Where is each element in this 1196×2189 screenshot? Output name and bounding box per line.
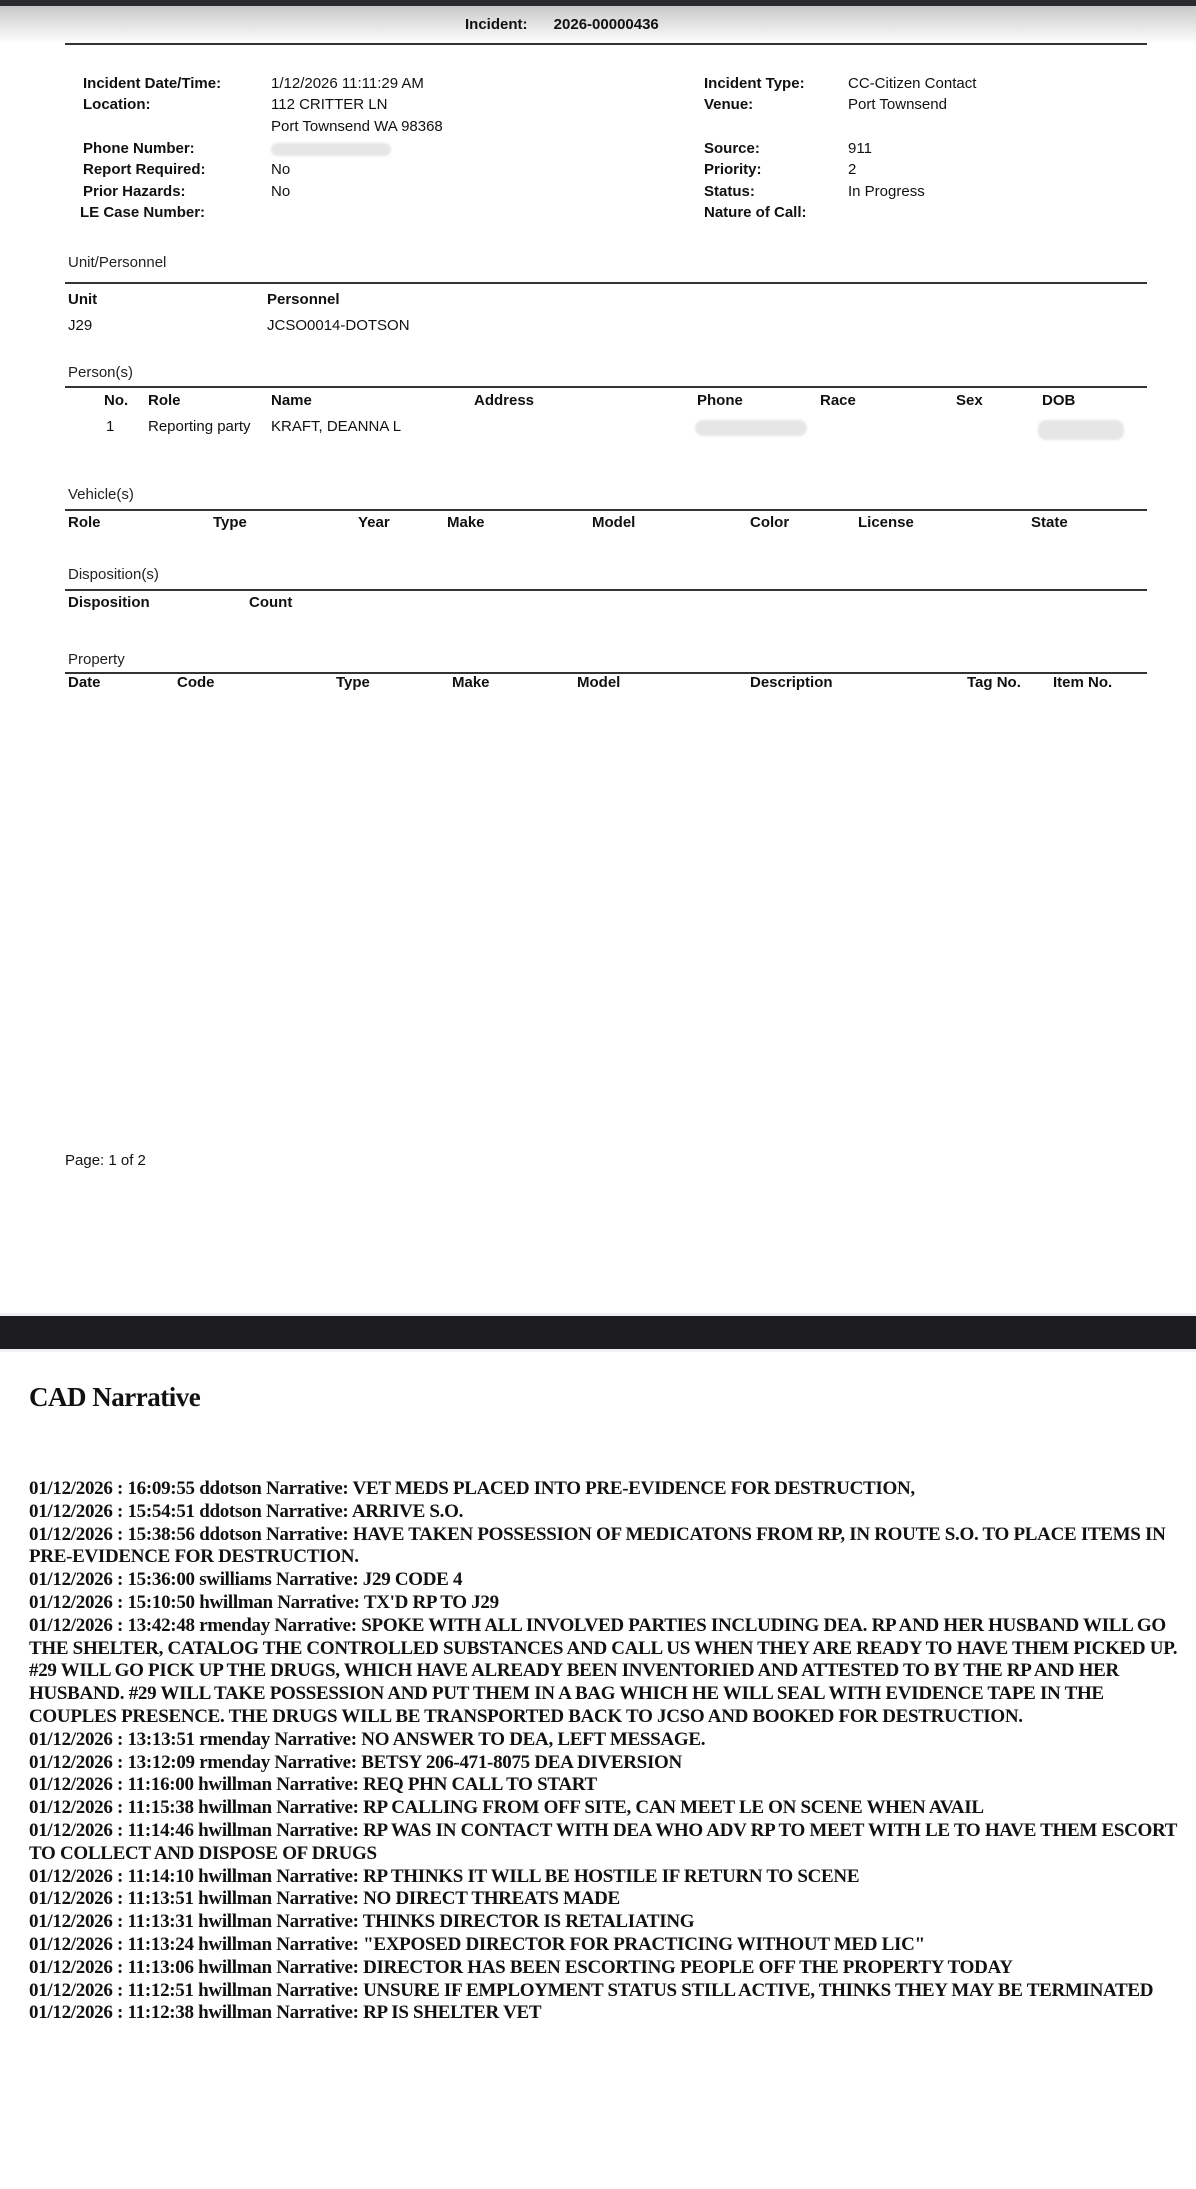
narrative-entry: 01/12/2026 : 11:12:38 hwillman Narrative: RP IS SHELTER VET (29, 2002, 542, 2024)
property-title: Property (68, 651, 125, 668)
vehicles-header-make: Make (447, 514, 485, 531)
venue-value: Port Townsend (848, 96, 947, 113)
narrative-entry: 01/12/2026 : 11:13:06 hwillman Narrative: DIRECTOR HAS BEEN ESCORTING PEOPLE OFF THE PROPERTY TODAY (29, 1956, 1013, 1978)
prior-hazards-value: No (271, 183, 291, 200)
narrative-entry: 01/12/2026 : 11:13:24 hwillman Narrative: "EXPOSED DIRECTOR FOR PRACTICING WITHOUT MED LIC" (29, 1933, 925, 1955)
person-dob-redacted (1038, 420, 1124, 440)
dispositions-header-disposition: Disposition (68, 594, 150, 611)
persons-header-address: Address (474, 392, 535, 409)
property-header-code: Code (177, 674, 215, 691)
narrative-entry: 01/12/2026 : 11:15:38 hwillman Narrative: RP CALLING FROM OFF SITE, CAN MEET LE ON SCENE WHEN AVAIL (29, 1797, 984, 1819)
cad-narrative-log (29, 1478, 1189, 2025)
incident-datetime-value: 1/12/2026 11:11:29 AM (271, 75, 424, 92)
person-role: Reporting party (148, 418, 251, 435)
persons-header-race: Race (820, 392, 856, 409)
narrative-entry: 01/12/2026 : 13:42:48 rmenday Narrative: SPOKE WITH ALL INVOLVED PARTIES INCLUDING DEA. RP AND HER HUSBAND WILL GO THE SHELTER, CATALOG THE CONTROLLED SUBSTANCES AND CALL US WHEN THEY ARE READY TO HAVE THEM PICKED UP. #29 WILL GO PICK UP THE DRUGS, WHICH HAVE ALREADY BEEN INVENTORIED AND ATTESTED TO BY THE RP AND HER HUSBAND. #29 WILL TAKE POSSESSION AND PUT THEM IN A BAG WHICH HE WILL SEAL WITH EVIDENCE TAPE IN THE COUPLES PRESENCE. THE DRUGS WILL BE TRANSPORTED BACK TO JCSO AND BOOKED FOR DESTRUCTION. (29, 1614, 1178, 1727)
persons-header-role: Role (148, 392, 181, 409)
narrative-entry: 01/12/2026 : 15:38:56 ddotson Narrative: HAVE TAKEN POSSESSION OF MEDICATONS FROM RP, IN ROUTE S.O. TO PLACE ITEMS IN PRE-EVIDENCE FOR DESTRUCTION. (29, 1523, 1166, 1568)
priority-label: Priority: (704, 161, 762, 178)
vehicles-header-color: Color (750, 514, 790, 531)
vehicles-header-license: License (858, 514, 914, 531)
narrative-entry: 01/12/2026 : 15:36:00 swilliams Narrative: J29 CODE 4 (29, 1569, 463, 1591)
venue-label: Venue: (704, 96, 754, 113)
location-street: 112 CRITTER LN (271, 96, 388, 113)
status-value: In Progress (848, 183, 925, 200)
header-divider (65, 43, 1147, 45)
persons-header-no: No. (104, 392, 129, 409)
person-name: KRAFT, DEANNA L (271, 418, 402, 435)
dispositions-header-count: Count (249, 594, 293, 611)
incident-type-value: CC-Citizen Contact (848, 75, 977, 92)
location-city: Port Townsend WA 98368 (271, 118, 443, 135)
narrative-entry: 01/12/2026 : 11:14:10 hwillman Narrative: RP THINKS IT WILL BE HOSTILE IF RETURN TO SCENE (29, 1865, 860, 1887)
narrative-entry: 01/12/2026 : 13:13:51 rmenday Narrative: NO ANSWER TO DEA, LEFT MESSAGE. (29, 1728, 706, 1750)
property-header-type: Type (336, 674, 370, 691)
le-case-number-label: LE Case Number: (80, 204, 206, 221)
personnel-header: Personnel (267, 291, 340, 308)
unit-personnel-title: Unit/Personnel (68, 254, 167, 271)
dispositions-title: Disposition(s) (68, 566, 159, 583)
property-header-tag-no: Tag No. (967, 674, 1021, 691)
page-indicator: Page: 1 of 2 (65, 1152, 146, 1169)
source-label: Source: (704, 140, 760, 157)
personnel-value: JCSO0014-DOTSON (267, 317, 410, 334)
person-phone-redacted (695, 420, 807, 436)
cad-narrative-title: CAD Narrative (29, 1382, 201, 1412)
vehicles-header-type: Type (213, 514, 247, 531)
persons-header-sex: Sex (956, 392, 983, 409)
phone-number-redacted (271, 143, 391, 156)
location-label: Location: (83, 96, 151, 113)
narrative-entry: 01/12/2026 : 11:13:51 hwillman Narrative: NO DIRECT THREATS MADE (29, 1888, 620, 1910)
page-break-bar (0, 1313, 1196, 1352)
vehicles-title: Vehicle(s) (68, 486, 134, 503)
narrative-entry: 01/12/2026 : 11:16:00 hwillman Narrative: REQ PHN CALL TO START (29, 1774, 597, 1796)
vehicles-header-role: Role (68, 514, 101, 531)
incident-number: 2026-00000436 (553, 16, 659, 33)
persons-header-phone: Phone (697, 392, 743, 409)
incident-header (465, 16, 659, 33)
vehicles-header-model: Model (592, 514, 636, 531)
unit-personnel-divider (65, 282, 1147, 284)
unit-header: Unit (68, 291, 98, 308)
priority-value: 2 (848, 161, 857, 178)
incident-datetime-label: Incident Date/Time: (83, 75, 222, 92)
report-required-label: Report Required: (83, 161, 206, 178)
nature-of-call-label: Nature of Call: (704, 204, 807, 221)
narrative-entry: 01/12/2026 : 11:12:51 hwillman Narrative: UNSURE IF EMPLOYMENT STATUS STILL ACTIVE, THINKS THEY MAY BE TERMINATED (29, 1979, 1154, 2001)
prior-hazards-label: Prior Hazards: (83, 183, 186, 200)
property-header-description: Description (750, 674, 833, 691)
persons-header-dob: DOB (1042, 392, 1076, 409)
vehicles-header-state: State (1031, 514, 1068, 531)
source-value: 911 (848, 140, 872, 157)
persons-divider (65, 386, 1147, 388)
narrative-entry: 01/12/2026 : 15:54:51 ddotson Narrative: ARRIVE S.O. (29, 1500, 464, 1522)
narrative-entry: 01/12/2026 : 11:13:31 hwillman Narrative: THINKS DIRECTOR IS RETALIATING (29, 1911, 695, 1933)
person-no: 1 (106, 418, 115, 435)
property-header-date: Date (68, 674, 101, 691)
report-required-value: No (271, 161, 291, 178)
property-header-item-no: Item No. (1053, 674, 1113, 691)
narrative-entry: 01/12/2026 : 11:14:46 hwillman Narrative: RP WAS IN CONTACT WITH DEA WHO ADV RP TO MEET WITH LE TO HAVE THEM ESCORT TO COLLECT AND DISPOSE OF DRUGS (29, 1819, 1177, 1864)
narrative-entry: 01/12/2026 : 16:09:55 ddotson Narrative: VET MEDS PLACED INTO PRE-EVIDENCE FOR DESTRUCTION, (29, 1478, 915, 1499)
incident-label: Incident: (465, 16, 528, 33)
narrative-entry: 01/12/2026 : 13:12:09 rmenday Narrative: BETSY 206-471-8075 DEA DIVERSION (29, 1751, 682, 1773)
vehicles-divider (65, 509, 1147, 511)
unit-value: J29 (68, 317, 93, 334)
incident-type-label: Incident Type: (704, 75, 805, 92)
narrative-entry: 01/12/2026 : 15:10:50 hwillman Narrative: TX'D RP TO J29 (29, 1591, 499, 1613)
status-label: Status: (704, 183, 755, 200)
vehicles-header-year: Year (358, 514, 390, 531)
property-header-model: Model (577, 674, 621, 691)
dispositions-divider (65, 589, 1147, 591)
phone-number-label: Phone Number: (83, 140, 195, 157)
persons-title: Person(s) (68, 364, 134, 381)
property-header-make: Make (452, 674, 490, 691)
persons-header-name: Name (271, 392, 312, 409)
